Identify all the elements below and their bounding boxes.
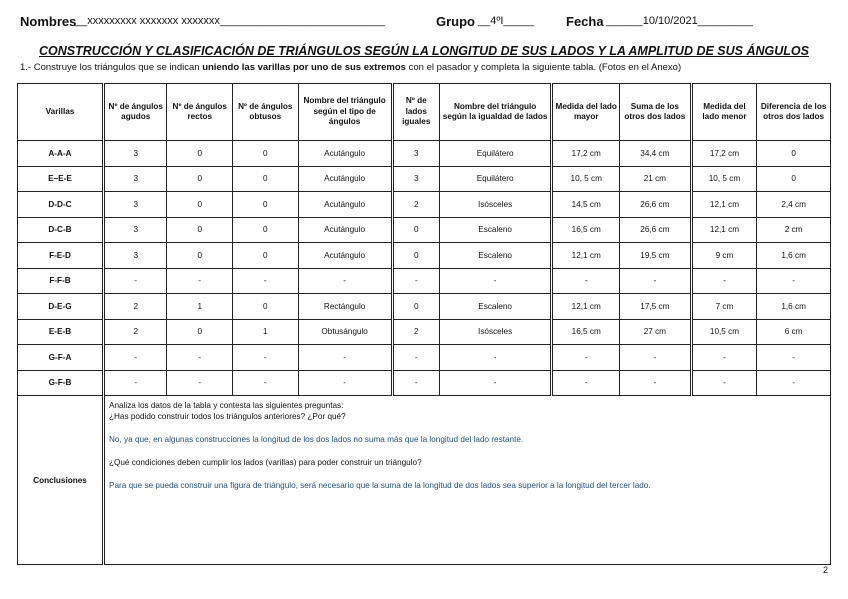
table-cell: 0 (392, 294, 439, 320)
table-cell: 0 (167, 192, 233, 218)
table-cell: 1 (233, 319, 299, 345)
conclusions-intro: Analiza los datos de la tabla y contesta las siguientes preguntas: (109, 401, 344, 410)
header-cell: Nº de ángulos obtusos (233, 84, 299, 141)
table-cell: 12,1 cm (691, 217, 757, 243)
table-row (18, 319, 831, 345)
table-cell: - (233, 345, 299, 371)
table-cell: 1,6 cm (757, 294, 831, 320)
table-row (18, 370, 831, 396)
table-cell: - (757, 370, 831, 396)
table-cell: - (298, 268, 392, 294)
table-cell: - (439, 345, 552, 371)
header-cell: Nº de ángulos rectos (167, 84, 233, 141)
table-cell: 0 (233, 294, 299, 320)
table-cell: Equilátero (439, 141, 552, 167)
page-title: CONSTRUCCIÓN Y CLASIFICACIÓN DE TRIÁNGULOS SEGÚN LA LONGITUD DE SUS LADOS Y LA AMPLITUD DE SUS ÁNGULOS (39, 44, 809, 58)
document-header (20, 14, 820, 34)
table-cell: 0 (392, 243, 439, 269)
table-cell: - (167, 345, 233, 371)
table-cell: 2 cm (757, 217, 831, 243)
table-row (18, 345, 831, 371)
table-cell: - (439, 370, 552, 396)
table-row (18, 217, 831, 243)
answer-2: Para que se pueda construir una figura de triángulo, será necesario que la suma de la longitud de dos lados sea superior a la longitud del tercer lado. (109, 481, 651, 490)
table-header-row (18, 84, 831, 141)
header-cell: Nº de ángulos agudos (104, 84, 167, 141)
table-cell: - (620, 345, 692, 371)
table-cell: 26,6 cm (620, 192, 692, 218)
table-cell: - (620, 370, 692, 396)
table-cell: 0 (233, 217, 299, 243)
table-cell: 1 (167, 294, 233, 320)
row-label: E–E-E (18, 166, 104, 192)
table-cell: 0 (167, 166, 233, 192)
table-cell: 27 cm (620, 319, 692, 345)
table-cell: - (392, 345, 439, 371)
table-cell: - (439, 268, 552, 294)
table-cell: 3 (104, 166, 167, 192)
table-cell: 0 (167, 141, 233, 167)
header-cell: Varillas (18, 84, 104, 141)
table-cell: 12,1 cm (552, 243, 620, 269)
table-row (18, 268, 831, 294)
table-cell: 19,5 cm (620, 243, 692, 269)
table-cell: 0 (233, 141, 299, 167)
row-label: F-E-D (18, 243, 104, 269)
table-cell: Escaleno (439, 243, 552, 269)
table-cell: - (392, 370, 439, 396)
table-cell: 10, 5 cm (691, 166, 757, 192)
group-label: Grupo (436, 14, 475, 29)
conclusions-row (18, 396, 831, 565)
table-cell: - (392, 268, 439, 294)
table-cell: - (167, 370, 233, 396)
table-cell: 17,5 cm (620, 294, 692, 320)
table-row (18, 141, 831, 167)
table-cell: 7 cm (691, 294, 757, 320)
table-cell: 10,5 cm (691, 319, 757, 345)
table-cell: 10, 5 cm (552, 166, 620, 192)
header-cell: Nombre del triángulo según la igualdad de lados (439, 84, 552, 141)
table-cell: - (104, 268, 167, 294)
table-cell: Escaleno (439, 294, 552, 320)
question-1: ¿Has podido construir todos los triángulos anteriores? ¿Por qué? (109, 412, 346, 421)
table-cell: Acutángulo (298, 217, 392, 243)
table-cell: - (552, 345, 620, 371)
table-row (18, 166, 831, 192)
table-row (18, 192, 831, 218)
table-cell: Isósceles (439, 192, 552, 218)
row-label: G-F-A (18, 345, 104, 371)
table-cell: 6 cm (757, 319, 831, 345)
table-cell: 3 (104, 192, 167, 218)
table-cell: 14,5 cm (552, 192, 620, 218)
table-cell: 0 (757, 141, 831, 167)
table-cell: 2 (392, 319, 439, 345)
triangles-table (17, 83, 831, 565)
table-cell: 12,1 cm (691, 192, 757, 218)
row-label: D-C-B (18, 217, 104, 243)
date-label: Fecha (566, 14, 604, 29)
table-cell: 3 (104, 243, 167, 269)
table-cell: - (757, 268, 831, 294)
table-cell: Acutángulo (298, 166, 392, 192)
answer-1: No, ya que, en algunas construcciones la longitud de los dos lados no suma más que la longitud del lado restante. (109, 435, 524, 444)
table-row (18, 243, 831, 269)
table-cell: - (757, 345, 831, 371)
row-label: F-F-B (18, 268, 104, 294)
table-cell: 3 (392, 141, 439, 167)
table-body (18, 141, 831, 396)
table-cell: 21 cm (620, 166, 692, 192)
table-cell: - (167, 268, 233, 294)
table-cell: - (233, 268, 299, 294)
row-label: D-D-C (18, 192, 104, 218)
header-cell: Diferencia de los otros dos lados (757, 84, 831, 141)
date-value: ______10/10/2021_________ (606, 15, 753, 27)
table-cell: - (691, 345, 757, 371)
table-cell: 2 (104, 294, 167, 320)
table-cell: Acutángulo (298, 243, 392, 269)
table-cell: Isósceles (439, 319, 552, 345)
table-cell: 0 (233, 192, 299, 218)
table-cell: 34,4 cm (620, 141, 692, 167)
table-cell: - (104, 345, 167, 371)
table-cell: - (298, 345, 392, 371)
table-cell: 9 cm (691, 243, 757, 269)
table-cell: 0 (233, 166, 299, 192)
instruction-part1: 1.- Construye los triángulos que se indican (20, 62, 203, 73)
question-2: ¿Qué condiciones deben cumplir los lados (varillas) para poder construir un triángulo? (109, 458, 422, 467)
table-cell: 0 (167, 217, 233, 243)
table-cell: Acutángulo (298, 141, 392, 167)
row-label: A-A-A (18, 141, 104, 167)
instruction-bold: uniendo las varillas por uno de sus extremos (202, 62, 406, 73)
table-cell: - (233, 370, 299, 396)
header-cell: Nº de lados iguales (392, 84, 439, 141)
table-cell: - (104, 370, 167, 396)
table-cell: 16,5 cm (552, 217, 620, 243)
table-cell: 17,2 cm (691, 141, 757, 167)
table-cell: 0 (167, 243, 233, 269)
table-cell: 2 (392, 192, 439, 218)
table-cell: 3 (104, 141, 167, 167)
conclusions-body (104, 396, 831, 565)
instruction (20, 62, 830, 73)
table-cell: 0 (167, 319, 233, 345)
table-cell: - (620, 268, 692, 294)
table-cell: 0 (233, 243, 299, 269)
table-cell: Equilátero (439, 166, 552, 192)
table-cell: - (298, 370, 392, 396)
table-cell: 3 (104, 217, 167, 243)
table-cell: Rectángulo (298, 294, 392, 320)
table-cell: Acutángulo (298, 192, 392, 218)
row-label: D-E-G (18, 294, 104, 320)
table-cell: 2,4 cm (757, 192, 831, 218)
table-cell: 17,2 cm (552, 141, 620, 167)
name-value: __xxxxxxxxx xxxxxxx xxxxxxx___________________________ (75, 15, 386, 27)
name-label: Nombres (20, 14, 77, 29)
table-cell: - (552, 370, 620, 396)
table-cell: 2 (104, 319, 167, 345)
conclusions-label: Conclusiones (18, 396, 104, 565)
row-label: E-E-B (18, 319, 104, 345)
instruction-part2: con el pasador y completa la siguiente tabla. (Fotos en el Anexo) (405, 62, 682, 73)
table-cell: 0 (757, 166, 831, 192)
group-value: __4ºI_____ (478, 15, 535, 27)
header-cell: Medida del lado menor (691, 84, 757, 141)
header-cell: Nombre del triángulo según el tipo de ángulos (298, 84, 392, 141)
table-cell: - (552, 268, 620, 294)
table-cell: 1,6 cm (757, 243, 831, 269)
table-cell: Obtusángulo (298, 319, 392, 345)
header-cell: Medida del lado mayor (552, 84, 620, 141)
row-label: G-F-B (18, 370, 104, 396)
table-cell: - (691, 370, 757, 396)
table-cell: - (691, 268, 757, 294)
table-cell: 0 (392, 217, 439, 243)
table-row (18, 294, 831, 320)
table-cell: 26,6 cm (620, 217, 692, 243)
table-cell: 3 (392, 166, 439, 192)
table-cell: Escaleno (439, 217, 552, 243)
table-cell: 12,1 cm (552, 294, 620, 320)
page-number: 2 (822, 565, 828, 575)
table-cell: 16,5 cm (552, 319, 620, 345)
header-cell: Suma de los otros dos lados (620, 84, 692, 141)
